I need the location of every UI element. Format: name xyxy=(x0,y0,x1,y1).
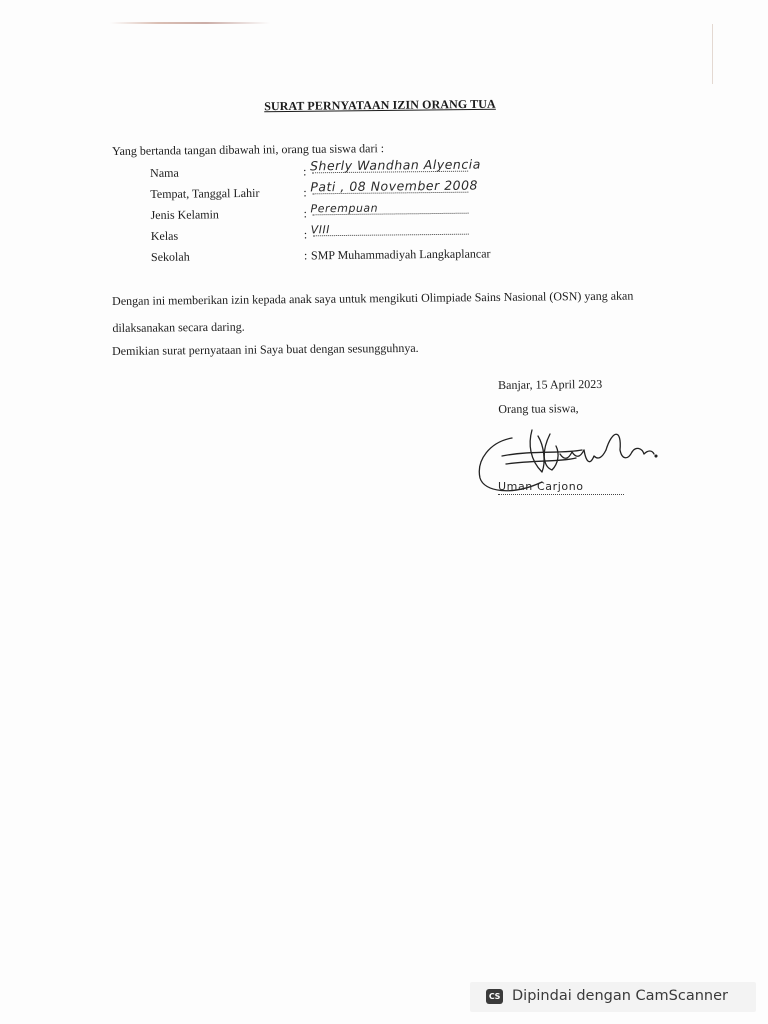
field-colon: : xyxy=(303,164,307,179)
field-colon: : xyxy=(303,227,308,242)
camscanner-text: Dipindai dengan CamScanner xyxy=(512,988,729,1004)
field-colon: : xyxy=(303,206,307,221)
field-label: Tempat, Tanggal Lahir xyxy=(150,185,260,201)
field-label: Kelas xyxy=(150,228,179,243)
field-label: Sekolah xyxy=(150,249,190,264)
field-value-handwritten: Pati , 08 November 2008 xyxy=(310,177,479,195)
signer-name-handwritten: Uman Carjono xyxy=(498,480,584,493)
place-date: Banjar, 15 April 2023 xyxy=(498,376,603,392)
dotted-line xyxy=(313,234,469,237)
student-fields xyxy=(150,156,571,265)
intro-text: Yang bertanda tangan dibawah ini, orang tua siswa dari : xyxy=(112,141,385,158)
field-value-handwritten: Perempuan xyxy=(310,201,379,216)
field-label: Jenis Kelamin xyxy=(150,207,219,222)
camscanner-watermark xyxy=(470,982,756,1012)
camscanner-logo-icon: CS xyxy=(486,989,503,1004)
signer-role: Orang tua siswa, xyxy=(498,401,579,416)
dotted-line xyxy=(313,213,469,216)
closing-paragraph: Demikian surat pernyataan ini Saya buat dengan sesungguhnya. xyxy=(112,340,419,358)
field-value-handwritten: Sherly Wandhan Alyencia xyxy=(309,156,481,174)
field-colon: : xyxy=(303,185,307,200)
document-title: SURAT PERNYATAAN IZIN ORANG TUA xyxy=(264,96,496,114)
field-value-handwritten: VIII xyxy=(310,223,331,237)
field-value: SMP Muhammadiyah Langkaplancar xyxy=(310,246,491,263)
field-label: Nama xyxy=(150,165,179,180)
dotted-line xyxy=(498,494,624,495)
scan-artifact-top xyxy=(110,22,270,24)
dotted-line xyxy=(312,192,468,195)
permission-paragraph: Dengan ini memberikan izin kepada anak saya untuk mengikuti Olimpiade Sains Nasional (OSN) yang akan dilaksanakan secara daring. xyxy=(112,288,634,335)
field-colon: : xyxy=(303,248,308,263)
dotted-line xyxy=(312,171,468,174)
field-row-sekolah xyxy=(151,240,571,265)
scan-artifact-right xyxy=(712,24,713,84)
